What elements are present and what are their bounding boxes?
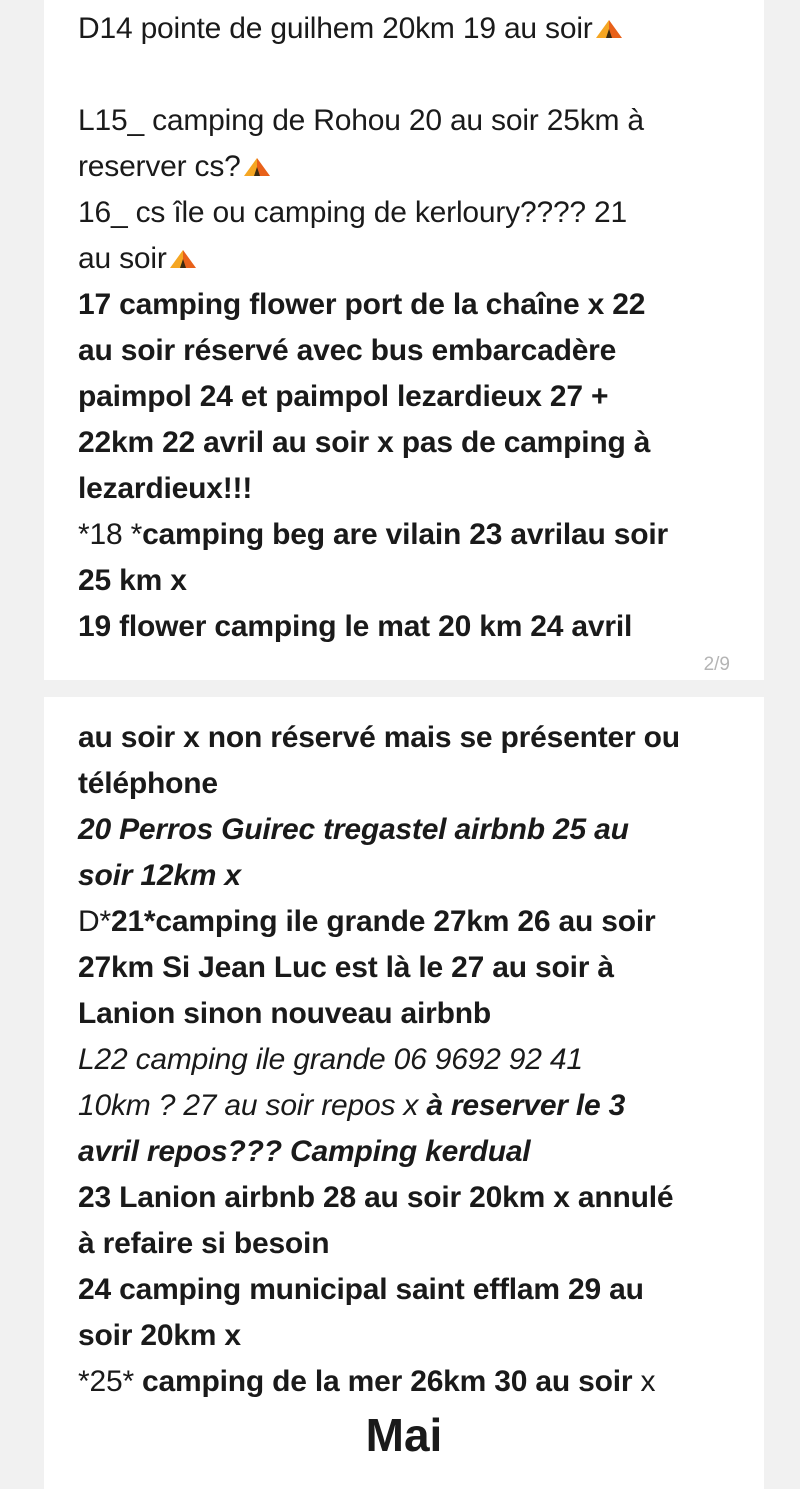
line-21-text: 21*camping ile grande 27km 26 au soir <box>110 905 656 938</box>
note-line <box>78 190 734 236</box>
line-19-text-cont: au soir x non réservé mais se présenter ou <box>78 721 680 754</box>
line-17-text-cont: au soir réservé avec bus embarcadère <box>78 334 617 367</box>
note-line <box>78 1221 734 1267</box>
line-l15-text: L15_ camping de Rohou 20 au soir 25km à <box>78 104 644 137</box>
line-24-text: 24 camping municipal saint efflam 29 au <box>78 1273 644 1306</box>
line-25-x: x <box>640 1365 656 1398</box>
line-23-text-cont: à refaire si besoin <box>78 1227 330 1260</box>
note-line <box>78 899 734 945</box>
note-line <box>78 853 734 899</box>
line-20-text-cont: soir 12km x <box>78 859 241 892</box>
note-line <box>78 282 734 328</box>
line-24-text-cont: soir 20km x <box>78 1319 241 1352</box>
line-22-text-cont: 10km ? 27 au soir repos x <box>78 1089 427 1122</box>
note-line <box>78 715 734 761</box>
note-line <box>78 1359 734 1405</box>
line-17-text-cont: 22km 22 avril au soir x pas de camping à <box>78 426 651 459</box>
line-23-text: 23 Lanion airbnb 28 au soir 20km x annulé <box>78 1181 674 1214</box>
note-line <box>78 945 734 991</box>
tent-icon <box>168 248 198 270</box>
month-heading: Mai <box>365 1409 443 1461</box>
line-22-bold-text: à reserver le 3 <box>426 1089 626 1122</box>
line-18-prefix: *18 * <box>78 518 143 551</box>
note-line <box>78 1083 734 1129</box>
tent-icon <box>594 18 624 40</box>
note-line <box>78 512 734 558</box>
line-20-text: 20 Perros Guirec tregastel airbnb 25 au <box>78 813 629 846</box>
note-line <box>78 1037 734 1083</box>
note-line <box>78 144 734 190</box>
note-line <box>78 991 734 1037</box>
note-page-1 <box>44 0 764 680</box>
note-line <box>78 466 734 512</box>
page-indicator: 2/9 <box>703 654 730 675</box>
line-16-text-cont: au soir <box>78 242 167 275</box>
note-line <box>78 1129 734 1175</box>
line-25-stars: *25* <box>78 1365 134 1398</box>
tent-icon <box>242 156 272 178</box>
note-line <box>78 807 734 853</box>
note-line <box>78 558 734 604</box>
note-line <box>78 328 734 374</box>
line-l15-text-cont: reserver cs? <box>78 150 241 183</box>
line-21-text-cont: 27km Si Jean Luc est là le 27 au soir à <box>78 951 614 984</box>
line-16-text: 16_ cs île ou camping de kerloury???? 21 <box>78 196 628 229</box>
line-19-text: 19 flower camping le mat 20 km 24 avril <box>78 610 633 643</box>
note-line <box>78 1313 734 1359</box>
note-line <box>78 98 734 144</box>
note-line <box>78 1175 734 1221</box>
line-19-text-cont: téléphone <box>78 767 218 800</box>
line-22-text-cont: avril repos??? Camping kerdual <box>78 1135 531 1168</box>
line-21-text-cont: Lanion sinon nouveau airbnb <box>78 997 491 1030</box>
note-line <box>78 420 734 466</box>
note-line <box>78 6 734 52</box>
note-page-2 <box>44 697 764 1489</box>
line-25-text: camping de la mer 26km 30 au soir <box>133 1365 641 1398</box>
note-line <box>78 374 734 420</box>
note-line <box>78 1267 734 1313</box>
line-17-text: 17 camping flower port de la chaîne x 22 <box>78 288 646 321</box>
line-d14-text: D14 pointe de guilhem 20km 19 au soir <box>78 12 593 45</box>
note-line <box>78 236 734 282</box>
line-21-prefix: D* <box>78 905 111 938</box>
line-17-text-cont: lezardieux!!! <box>78 472 253 505</box>
note-line <box>78 604 734 650</box>
line-22-text: L22 camping ile grande 06 9692 92 41 <box>78 1043 583 1076</box>
note-line <box>78 761 734 807</box>
blank-line <box>78 52 734 98</box>
line-18-text: camping beg are vilain 23 avrilau soir <box>142 518 669 551</box>
line-18-text-cont: 25 km x <box>78 564 187 597</box>
line-17-text-cont: paimpol 24 et paimpol lezardieux 27 + <box>78 380 609 413</box>
